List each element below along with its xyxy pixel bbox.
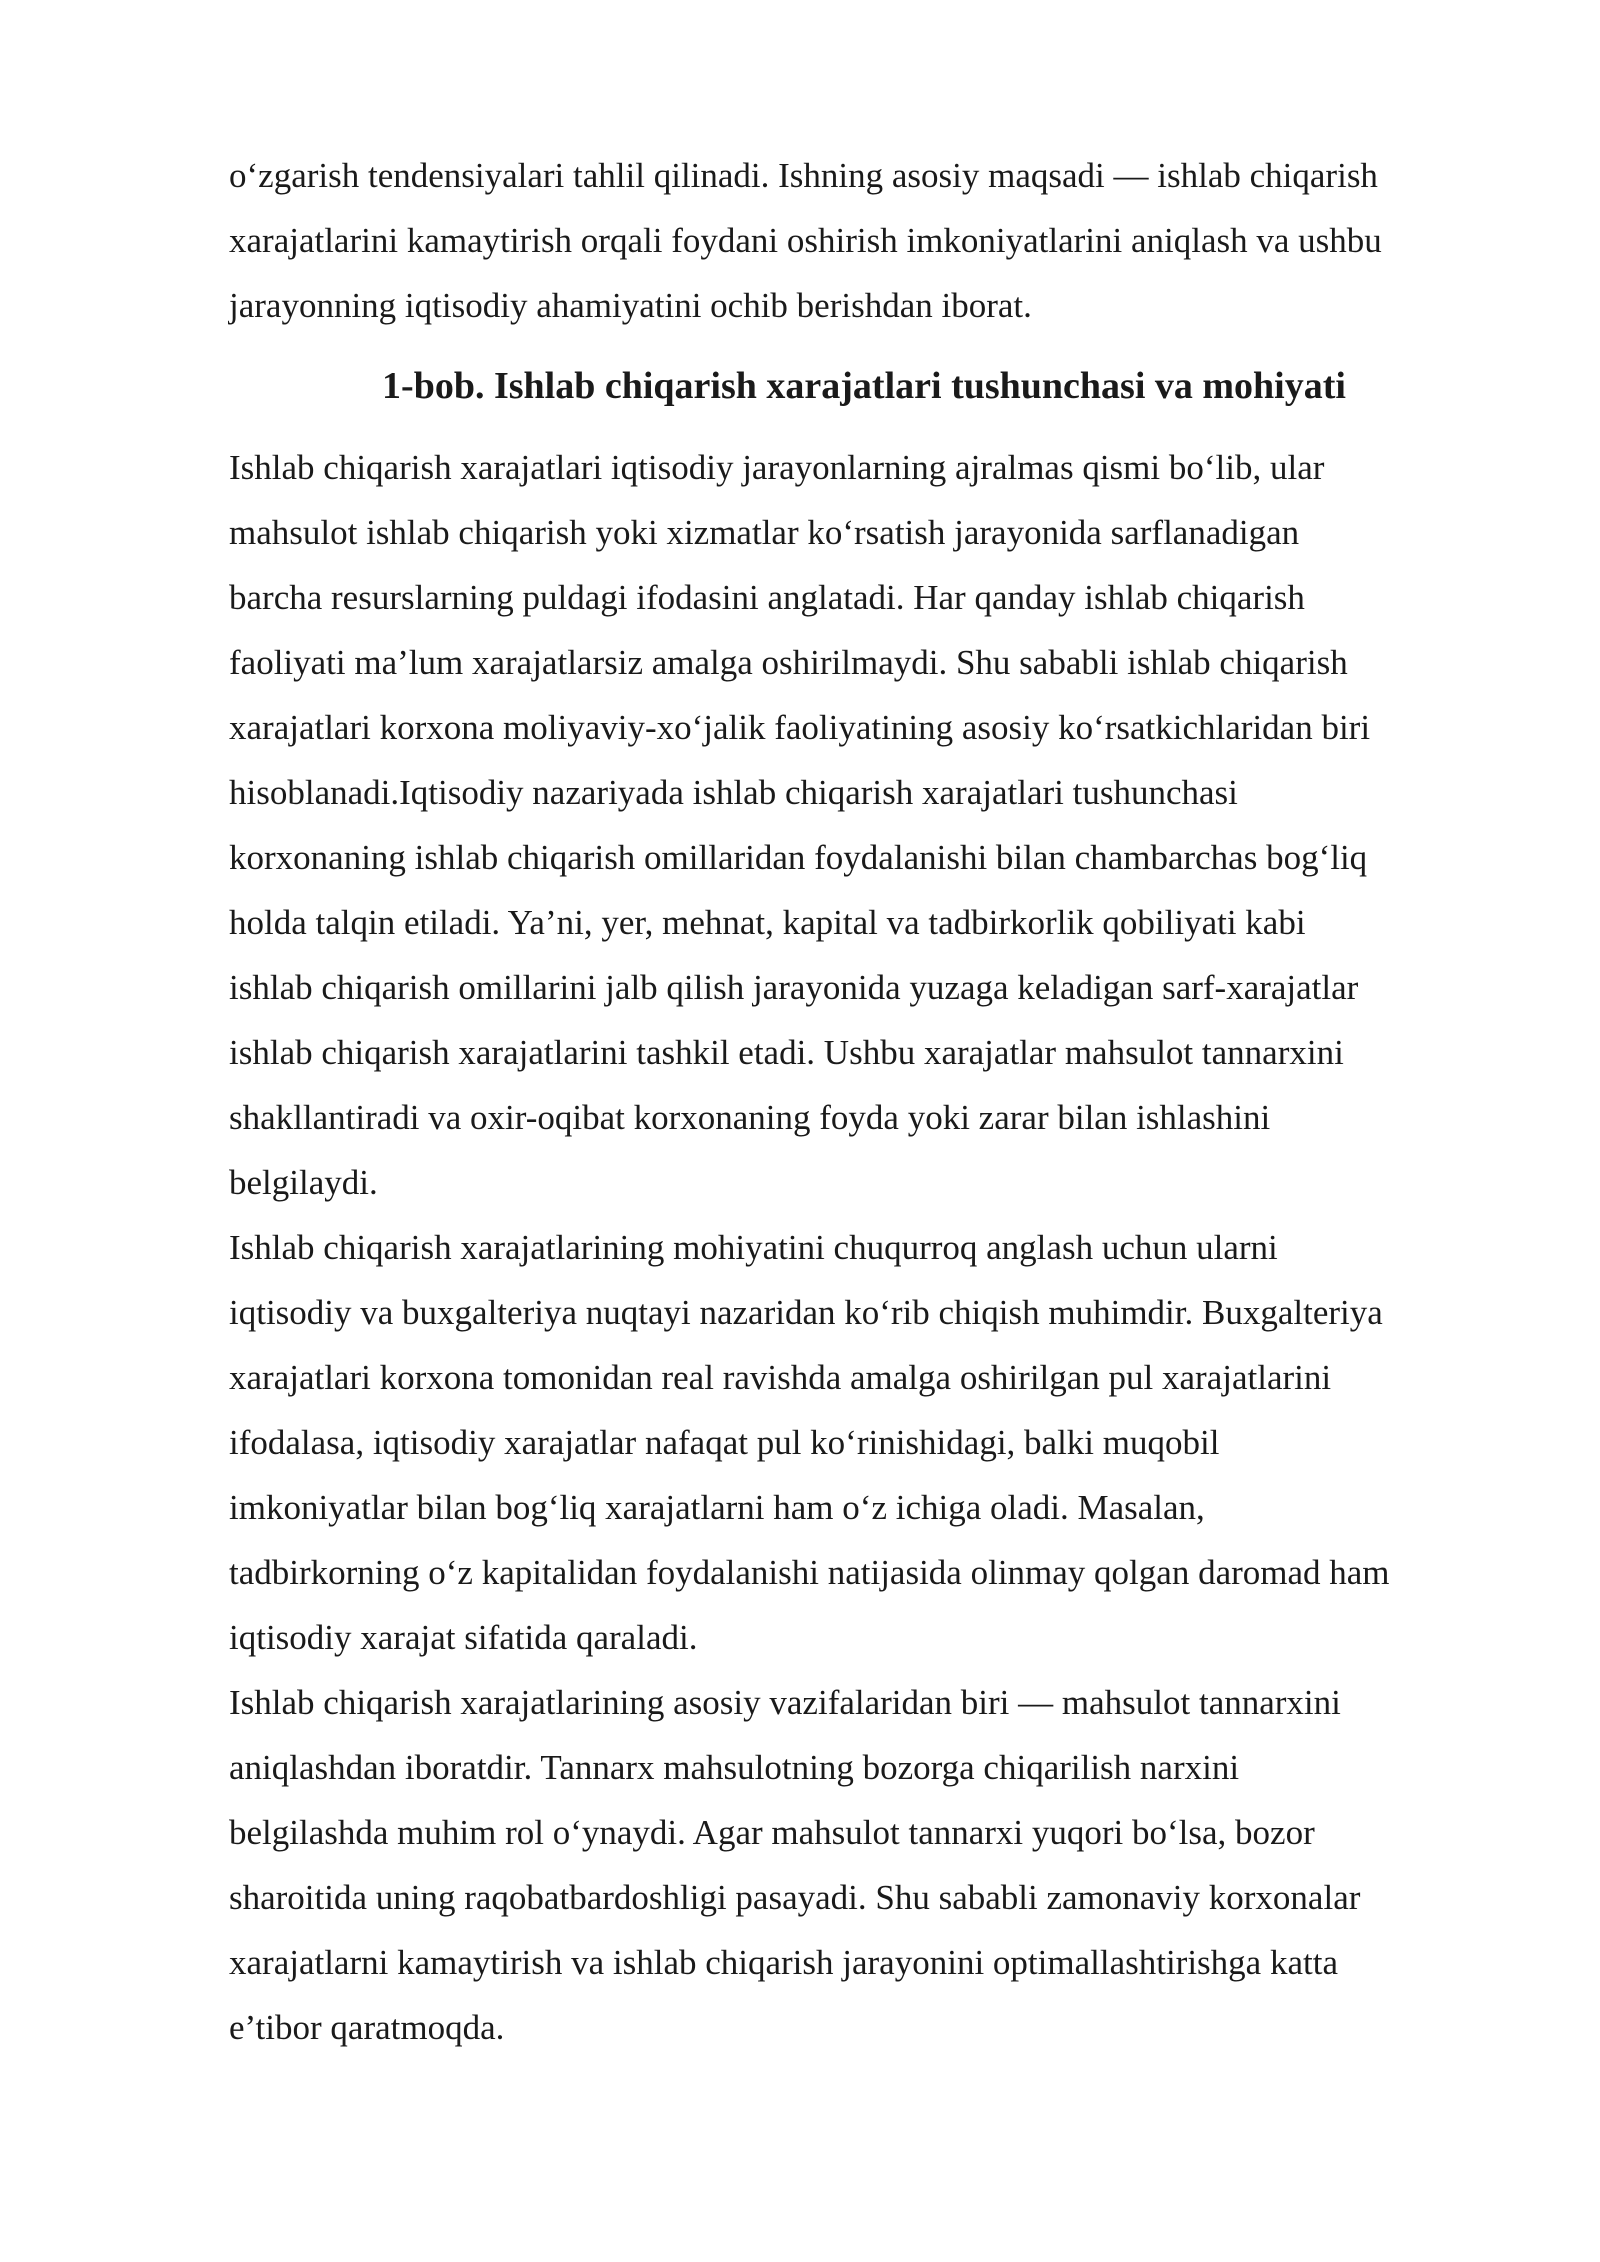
document-body	[229, 143, 1479, 2060]
body-paragraph-1: Ishlab chiqarish xarajatlari iqtisodiy jarayonlarning ajralmas qismi bo‘lib, ular mahsulot ishlab chiqarish yoki xizmatlar ko‘rsatish jarayonida sarflanadigan barcha resurslarning puldagi ifodasini anglatadi. Har qanday ishlab chiqarish faoliyati ma’lum xarajatlarsiz amalga oshirilmaydi. Shu sababli ishlab chiqarish xarajatlari korxona moliyaviy-xo‘jalik faoliyatining asosiy ko‘rsatkichlaridan biri hisoblanadi.Iqtisodiy nazariyada ishlab chiqarish xarajatlari tushunchasi korxonaning ishlab chiqarish omillaridan foydalanishi bilan chambarchas bog‘liq holda talqin etiladi. Ya’ni, yer, mehnat, kapital va tadbirkorlik qobiliyati kabi ishlab chiqarish omillarini jalb qilish jarayonida yuzaga keladigan sarf-xarajatlar ishlab chiqarish xarajatlarini tashkil etadi. Ushbu xarajatlar mahsulot tannarxini shakllantiradi va oxir-oqibat korxonaning foyda yoki zarar bilan ishlashini belgilaydi.	[229, 448, 1371, 1202]
chapter-heading: 1-bob. Ishlab chiqarish xarajatlari tushunchasi va mohiyati	[382, 365, 1346, 407]
body-paragraph-2: Ishlab chiqarish xarajatlarining mohiyatini chuqurroq anglash uchun ularni iqtisodiy va buxgalteriya nuqtayi nazaridan ko‘rib chiqish muhimdir. Buxgalteriya xarajatlari korxona tomonidan real ravishda amalga oshirilgan pul xarajatlarini ifodalasa, iqtisodiy xarajatlar nafaqat pul ko‘rinishidagi, balki muqobil imkoniyatlar bilan bog‘liq xarajatlarni ham o‘z ichiga oladi. Masalan, tadbirkorning o‘z kapitalidan foydalanishi natijasida olinmay qolgan daromad ham iqtisodiy xarajat sifatida qaraladi.	[229, 1228, 1390, 1657]
intro-paragraph: o‘zgarish tendensiyalari tahlil qilinadi. Ishning asosiy maqsadi — ishlab chiqarish xarajatlarini kamaytirish orqali foydani oshirish imkoniyatlarini aniqlash va ushbu jarayonning iqtisodiy ahamiyatini ochib berishdan iborat.	[229, 156, 1382, 325]
body-paragraph-3: Ishlab chiqarish xarajatlarining asosiy vazifalaridan biri — mahsulot tannarxini aniqlashdan iboratdir. Tannarx mahsulotning bozorga chiqarilish narxini belgilashda muhim rol o‘ynaydi. Agar mahsulot tannarxi yuqori bo‘lsa, bozor sharoitida uning raqobatbardoshligi pasayadi. Shu sababli zamonaviy korxonalar xarajatlarni kamaytirish va ishlab chiqarish jarayonini optimallashtirishga katta e’tibor qaratmoqda.	[229, 1683, 1361, 2047]
